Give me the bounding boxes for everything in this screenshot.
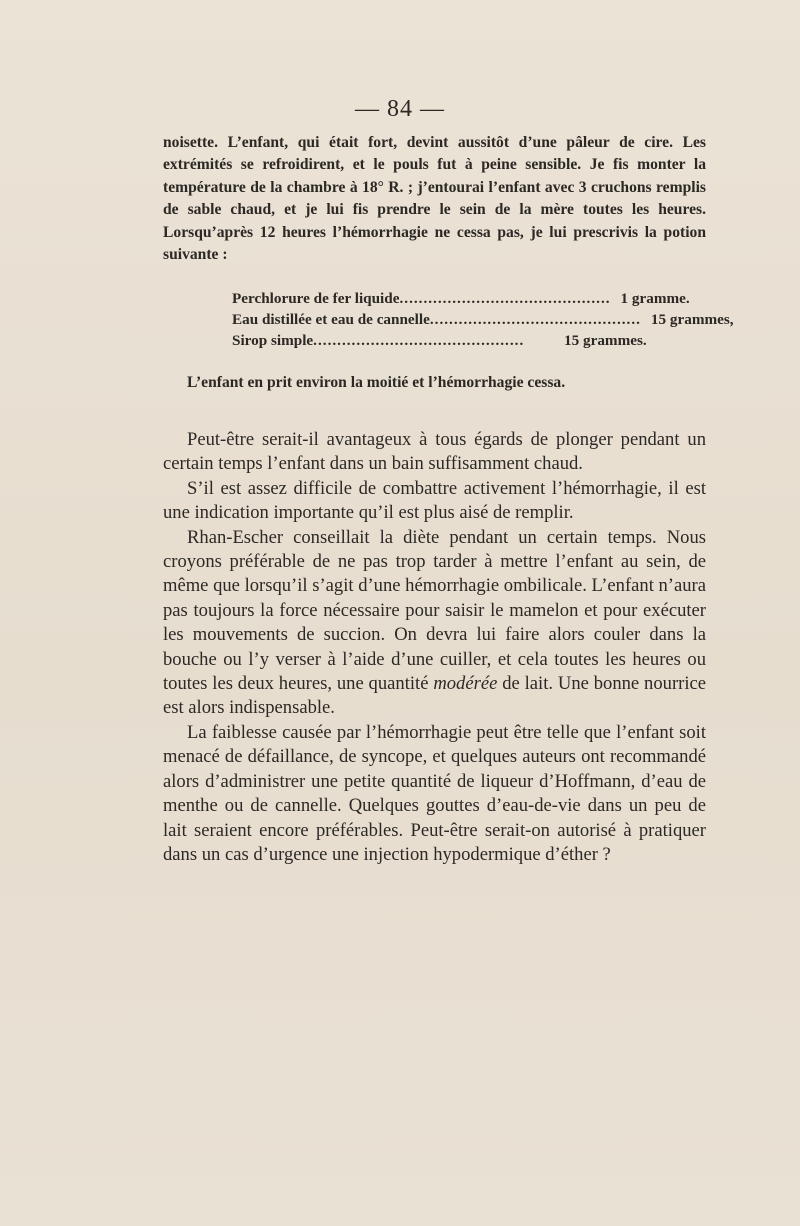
text-segment: Rhan-Escher conseillait la diète pendant un certain temps. Nous croyons préférable de ne pas trop tarder à mettre l’enfant au sein, de même que lorsqu’il s’agit d’une hémorrhagie ombilicale. L’enfant n’aura pas toujours la force nécessaire pour saisir le mamelon et pour exécuter les mouvements de succion. On devra lui faire alors couler dans la bouche ou l’y verser à l’aide d’une cuiller, et cela toutes les heures ou toutes les deux heures, une quantité xyxy=(163,526,706,695)
dot-leader: ............................................ xyxy=(399,290,611,307)
prescription-row xyxy=(232,330,647,351)
paragraph-bath: Peut-être serait-il avantageux à tous égards de plonger pendant un certain temps l’enfant dans un bain suffisamment chaud. xyxy=(163,429,706,475)
ingredient: Sirop simple xyxy=(232,332,314,349)
quantity: 15 grammes, xyxy=(650,311,734,328)
paragraph-weakness: La faiblesse causée par l’hémorrhagie peut être telle que l’enfant soit menacé de défaillance, de syncope, et quelques auteurs ont recommandé alors d’administrer une petite quantité de liqueur d’Hoffmann, d’eau de menthe ou de cannelle. Quelques gouttes d’eau-de-vie dans un peu de lait seraient encore préférables. Peut-être serait-on autorisé à pratiquer dans un cas d’urgence une injection hypodermique d’éther ? xyxy=(163,721,706,865)
main-text xyxy=(163,428,706,867)
prescription-row xyxy=(232,288,690,309)
dot-leader: ............................................ xyxy=(429,311,641,328)
paragraph-indication: S’il est assez difficile de combattre activement l’hémorrhagie, il est une indication importante qu’il est plus aisé de remplir. xyxy=(163,477,706,524)
page-number: — 84 — xyxy=(355,96,445,122)
emphasis-text: modérée xyxy=(433,673,498,695)
result-line: L’enfant en prit environ la moitié et l’hémorrhagie cessa. xyxy=(187,374,566,391)
prescription-list xyxy=(232,288,734,351)
ingredient: Perchlorure de fer liquide xyxy=(232,290,400,307)
quantity: 1 gramme. xyxy=(620,290,690,307)
dot-leader: ............................................ xyxy=(313,332,525,349)
quantity: 15 grammes. xyxy=(564,332,647,349)
prescription-row xyxy=(232,309,734,330)
case-paragraph: noisette. L’enfant, qui était fort, devint aussitôt d’une pâleur de cire. Les extrémités se refroidirent, et le pouls fut à peine sensible. Je fis monter la température de la chambre à 18° R. ; j’entourai l’enfant avec 3 cruchons remplis de sable chaud, et je lui fis prendre le sein de la mère toutes les heures. Lorsqu’après 12 heures l’hémorrhagie ne cessa pas, je lui prescrivis la potion suivante : xyxy=(163,134,706,264)
text-segment: de lait. Une bonne nourrice est alors indispensable. xyxy=(163,673,706,719)
paragraph-feeding xyxy=(163,526,706,721)
ingredient: Eau distillée et eau de cannelle xyxy=(232,311,430,328)
